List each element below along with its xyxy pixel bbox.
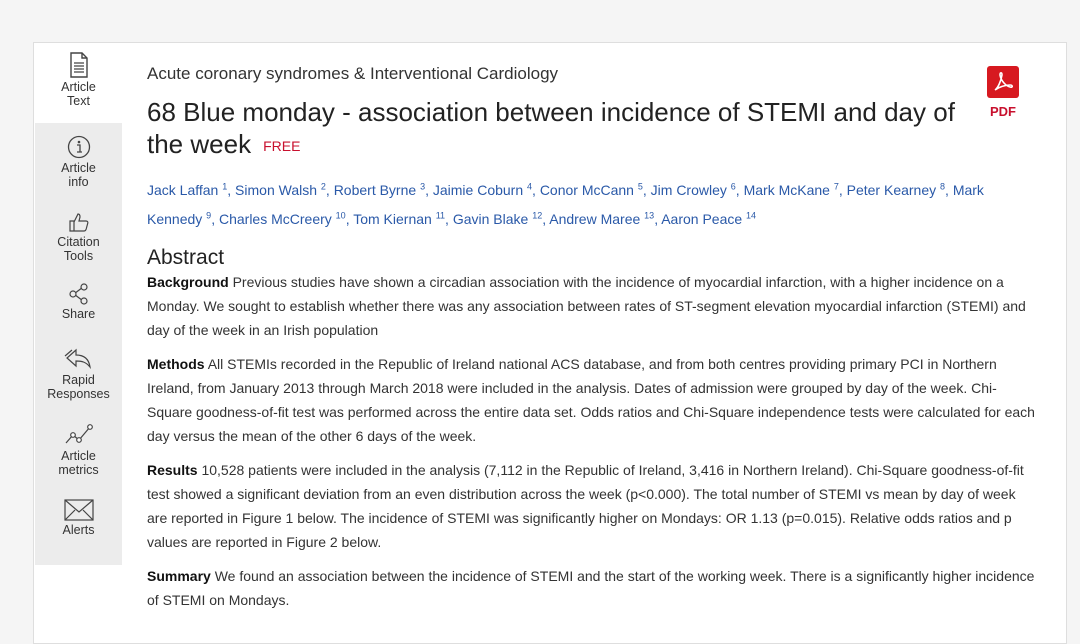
abstract-heading: Abstract bbox=[147, 246, 225, 270]
author-link[interactable]: Jack Laffan $^1$ bbox=[147, 181, 228, 199]
author-link[interactable]: Simon Walsh $^2$ bbox=[235, 181, 326, 199]
sidebar-item-label: Article bbox=[61, 161, 96, 175]
section-text: We found an association between the incidence of STEMI and the start of the working week. There is a significantly higher incidence of STEMI on Mondays. bbox=[147, 568, 1035, 609]
article-title-text: 68 Blue monday - association between incidence of STEMI and day of the week bbox=[147, 97, 955, 159]
author-link[interactable]: Tom Kiernan $^{11}$ bbox=[353, 210, 446, 228]
section-text: All STEMIs recorded in the Republic of Ireland national ACS database, and from both centres providing primary PCI in Northern Ireland, from January 2013 through March 2018 were included in the analysis. Dates of admission were grouped by day of the week. Chi-Square goodness-of-fit test was performed across the entire data set. Odds ratios and Chi-Square independence tests were calculated for each day versus the mean of the other 6 days of the week. bbox=[147, 356, 1035, 445]
metrics-icon bbox=[64, 423, 94, 447]
author-link[interactable]: Charles McCreery $^{10}$ bbox=[218, 210, 346, 228]
sidebar-item-label: Article bbox=[61, 449, 96, 463]
sidebar-item-label: Text bbox=[67, 94, 90, 108]
thumbs-up-icon bbox=[67, 211, 91, 233]
section-label: Results bbox=[147, 462, 198, 479]
abstract-results bbox=[147, 458, 1037, 554]
sidebar-item-label: Responses bbox=[47, 387, 110, 401]
author-link[interactable]: Jaimie Coburn $^4$ bbox=[432, 181, 533, 199]
document-icon bbox=[69, 52, 89, 78]
section-text: 10,528 patients were included in the analysis (7,112 in the Republic of Ireland, 3,416 in Northern Ireland). Chi-Square goodness-of-fit test showed a significant deviation from an even distribution across the week (p<0.000). The total number of STEMI vs mean by day of week are reported in Figure 1 below. The incidence of STEMI was significantly higher on Mondays: OR 1.13 (p=0.015). Relative odds ratios and p values are reported in Figure 2 below. bbox=[147, 462, 1024, 551]
author-link[interactable]: Aaron Peace $^{14}$ bbox=[661, 210, 757, 228]
sidebar-item-alerts[interactable] bbox=[35, 489, 122, 565]
article-sidebar bbox=[35, 43, 122, 565]
sidebar-item-share[interactable] bbox=[35, 275, 122, 339]
pdf-label: PDF bbox=[990, 104, 1016, 119]
section-label: Background bbox=[147, 274, 229, 291]
sidebar-item-label: metrics bbox=[58, 463, 99, 477]
abstract-methods bbox=[147, 352, 1037, 448]
author-link[interactable]: Peter Kearney $^8$ bbox=[846, 181, 946, 199]
sidebar-item-citation-tools[interactable] bbox=[35, 199, 122, 275]
sidebar-item-label: Rapid bbox=[62, 373, 95, 387]
sidebar-item-label: Alerts bbox=[62, 523, 95, 537]
author-link[interactable]: Mark Kennedy $^9$ bbox=[147, 182, 984, 228]
sidebar-item-article-metrics[interactable] bbox=[35, 417, 122, 489]
author-list: Jack Laffan $^1$, Simon Walsh $^2$, Robert Byrne $^3$, Jaimie Coburn $^4$, Conor McCann $^5$, Jim Crowley $^6$, Mark McKane $^7$, Peter Kearney $^8$, Mark Kennedy $^9$, Charles McCreery $^{10}$, Tom Kiernan $^{11}$, Gavin Blake $^{12}$, Andrew Maree $^{13}$, Aaron Peace $^{14}$ bbox=[147, 181, 984, 228]
envelope-icon bbox=[64, 499, 94, 521]
abstract-summary bbox=[147, 564, 1037, 612]
sidebar-item-label: Share bbox=[61, 307, 96, 321]
rapid-responses-icon bbox=[64, 347, 94, 371]
author-link[interactable]: Jim Crowley $^6$ bbox=[650, 181, 736, 199]
section-text: Previous studies have shown a circadian association with the incidence of myocardial infarction, with a higher incidence on a Monday. We sought to establish whether there was any association between rates of ST-segment elevation myocardial infarction (STEMI) and day of the week in an Irish population bbox=[147, 274, 1026, 339]
article-section-label: Acute coronary syndromes & Interventional Cardiology bbox=[147, 64, 559, 83]
sidebar-item-label: Citation bbox=[57, 235, 100, 249]
free-badge: FREE bbox=[263, 138, 301, 155]
author-link[interactable]: Mark McKane $^7$ bbox=[743, 181, 839, 199]
section-label: Summary bbox=[147, 568, 211, 585]
author-link[interactable]: Gavin Blake $^{12}$ bbox=[452, 210, 543, 228]
abstract-background bbox=[147, 270, 1037, 342]
sidebar-item-article-info[interactable] bbox=[35, 123, 122, 199]
sidebar-item-rapid-responses[interactable] bbox=[35, 339, 122, 417]
sidebar-item-label: info bbox=[68, 175, 89, 189]
sidebar-item-label: Article bbox=[61, 80, 96, 94]
sidebar-item-label: Tools bbox=[63, 249, 94, 263]
author-link[interactable]: Conor McCann $^5$ bbox=[539, 181, 643, 199]
share-icon bbox=[68, 283, 90, 305]
sidebar-item-article-text[interactable] bbox=[35, 43, 122, 123]
section-label: Methods bbox=[147, 356, 205, 373]
article-content bbox=[147, 62, 1037, 622]
article-title bbox=[147, 96, 967, 162]
info-icon bbox=[67, 135, 91, 159]
author-link[interactable]: Robert Byrne $^3$ bbox=[333, 181, 426, 199]
author-link[interactable]: Andrew Maree $^{13}$ bbox=[549, 210, 655, 228]
